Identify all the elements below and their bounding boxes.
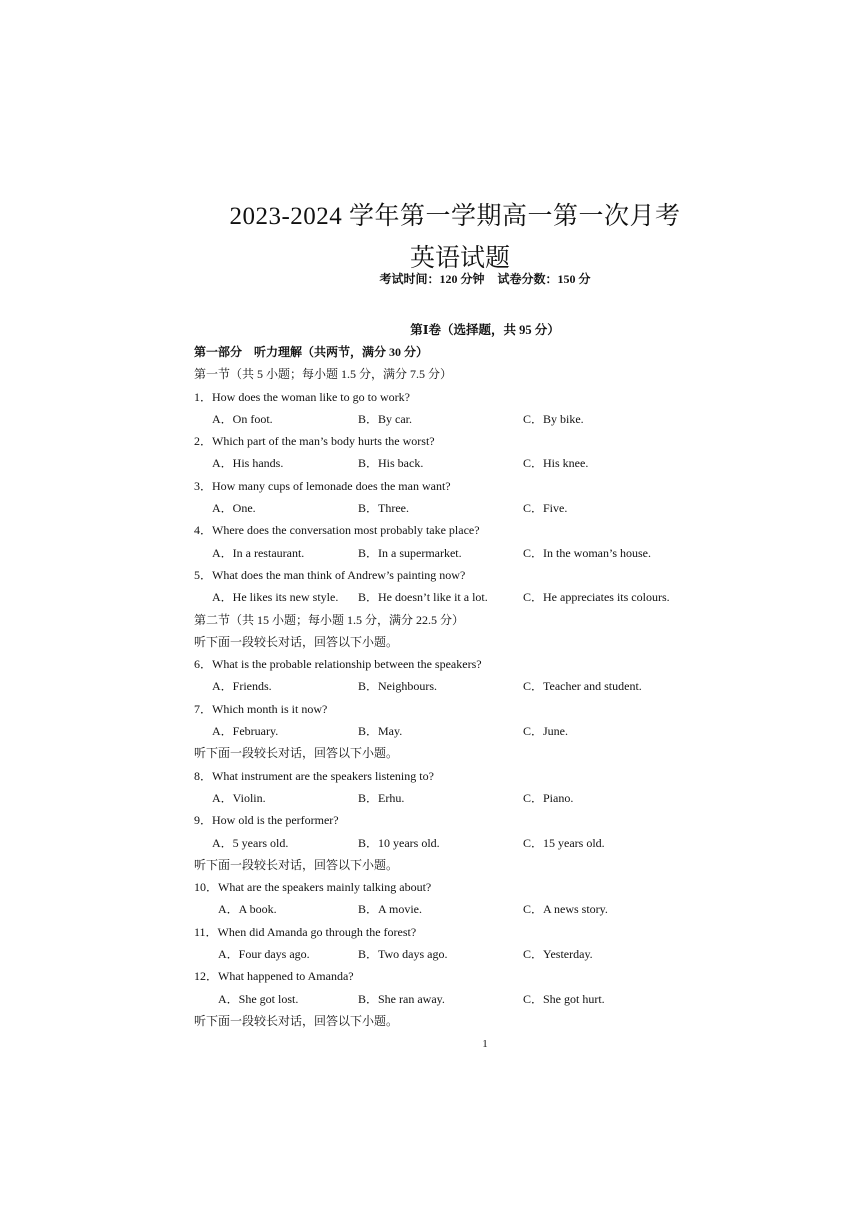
option-c: C．She got hurt. — [523, 991, 605, 1006]
option-c: C．Teacher and student. — [523, 679, 642, 694]
question: 7．Which month is it now? — [194, 701, 328, 716]
option-b: B．By car. — [358, 411, 412, 426]
option-b: B．Erhu. — [358, 790, 405, 805]
options-row — [194, 452, 814, 474]
options-row — [194, 898, 814, 920]
options-row — [194, 787, 814, 809]
option-b: B．Neighbours. — [358, 679, 437, 694]
option-b: B．10 years old. — [358, 835, 440, 850]
options-row — [194, 832, 814, 854]
option-a: A．Four days ago. — [218, 947, 310, 962]
exam-title: 2023-2024 学年第一学期高一第一次月考 — [229, 203, 681, 230]
volume-heading: 第Ⅰ卷（选择题，共 95 分） — [410, 323, 560, 337]
option-b: B．In a supermarket. — [358, 545, 462, 560]
option-c: C．Five. — [523, 501, 568, 516]
options-row — [194, 497, 814, 519]
question: 5．What does the man think of Andrew’s painting now? — [194, 567, 466, 582]
question: 2．Which part of the man’s body hurts the worst? — [194, 434, 435, 449]
exam-time: 考试时间：120 分钟 — [379, 272, 485, 286]
question: 12．What happened to Amanda? — [194, 969, 354, 984]
listen-instruction: 听下面一段较长对话，回答以下小题。 — [194, 634, 399, 649]
option-a: A．February. — [212, 724, 279, 739]
question: 8．What instrument are the speakers listening to? — [194, 768, 434, 783]
option-b: B．A movie. — [358, 902, 423, 917]
option-c: C．15 years old. — [523, 835, 605, 850]
question: 11．When did Amanda go through the forest? — [194, 924, 417, 939]
options-row — [194, 720, 814, 742]
option-a: A．She got lost. — [218, 991, 299, 1006]
exam-subtitle: 英语试题 — [409, 245, 510, 272]
option-c: C．June. — [523, 724, 569, 739]
option-a: A．Violin. — [212, 790, 266, 805]
options-row — [194, 542, 814, 564]
option-c: C．By bike. — [523, 411, 584, 426]
question: 6．What is the probable relationship between the speakers? — [194, 657, 482, 672]
option-a: A．5 years old. — [212, 835, 289, 850]
options-row — [194, 988, 814, 1010]
question: 4．Where does the conversation most probably take place? — [194, 523, 480, 538]
options-row — [194, 943, 814, 965]
option-c: C．Yesterday. — [523, 947, 593, 962]
listen-instruction: 听下面一段较长对话，回答以下小题。 — [194, 1013, 399, 1028]
options-row — [194, 408, 814, 430]
option-a: A．He likes its new style. — [212, 590, 339, 605]
option-b: B．May. — [358, 724, 403, 739]
section-heading: 第二节（共 15 小题；每小题 1.5 分，满分 22.5 分） — [194, 612, 465, 627]
option-a: A．His hands. — [212, 456, 284, 471]
option-c: C．He appreciates its colours. — [523, 590, 670, 605]
part-heading: 第一部分 听力理解（共两节，满分 30 分） — [194, 345, 429, 359]
option-c: C．In the woman’s house. — [523, 545, 651, 560]
listen-instruction: 听下面一段较长对话，回答以下小题。 — [194, 746, 399, 761]
exam-meta — [0, 270, 860, 287]
option-b: B．Three. — [358, 501, 409, 516]
option-b: B．He doesn’t like it a lot. — [358, 590, 488, 605]
section-heading: 第一节（共 5 小题；每小题 1.5 分，满分 7.5 分） — [194, 367, 453, 382]
option-a: A．Friends. — [212, 679, 272, 694]
options-row — [194, 675, 814, 697]
question: 1．How does the woman like to go to work? — [194, 389, 410, 404]
option-c: C．A news story. — [523, 902, 608, 917]
option-a: A．One. — [212, 501, 256, 516]
question: 3．How many cups of lemonade does the man want? — [194, 478, 451, 493]
option-b: B．Two days ago. — [358, 947, 448, 962]
question: 10．What are the speakers mainly talking about? — [194, 880, 432, 895]
exam-score: 试卷分数：150 分 — [497, 272, 591, 286]
option-b: B．His back. — [358, 456, 424, 471]
options-row — [194, 586, 814, 608]
page-number: 1 — [482, 1038, 488, 1050]
listen-instruction: 听下面一段较长对话，回答以下小题。 — [194, 857, 399, 872]
question: 9．How old is the performer? — [194, 813, 339, 828]
option-c: C．His knee. — [523, 456, 589, 471]
option-a: A．A book. — [218, 902, 277, 917]
option-b: B．She ran away. — [358, 991, 445, 1006]
option-a: A．In a restaurant. — [212, 545, 305, 560]
option-c: C．Piano. — [523, 790, 574, 805]
option-a: A．On foot. — [212, 411, 273, 426]
questions-content — [194, 341, 814, 1032]
